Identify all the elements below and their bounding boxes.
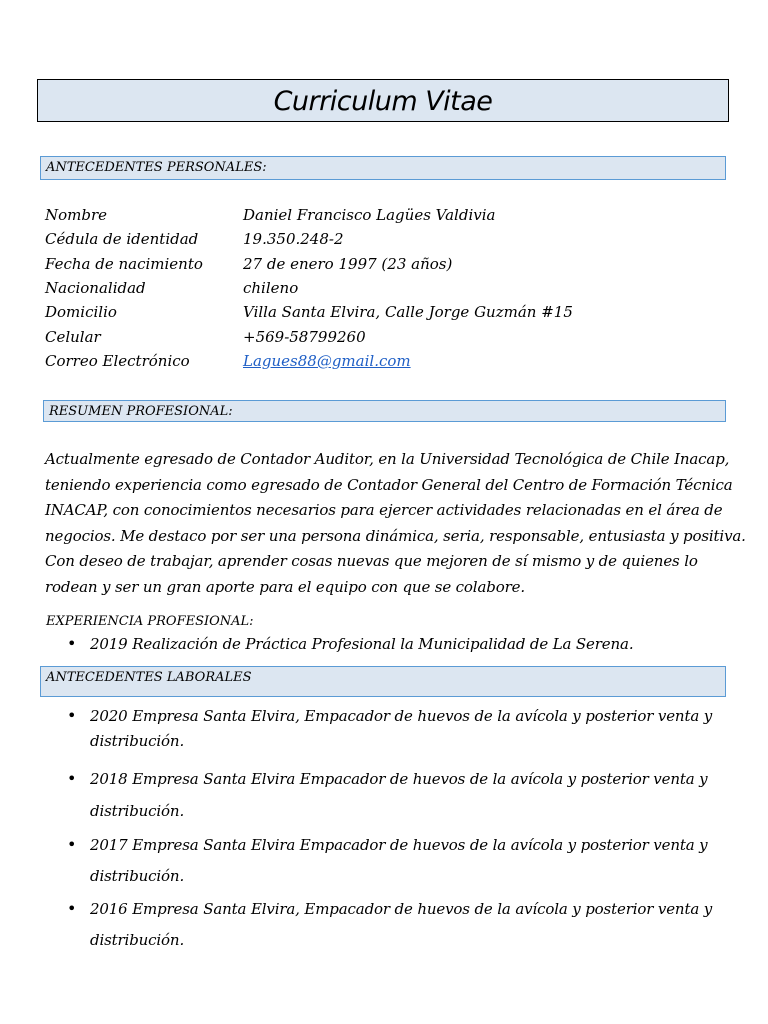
section-header-personal: ANTECEDENTES PERSONALES:	[40, 156, 726, 180]
work-item-line: distribución.	[90, 867, 185, 885]
value-fecha-nacimiento: 27 de enero 1997 (23 años)	[243, 255, 453, 273]
work-item-line: 2020 Empresa Santa Elvira, Empacador de huevos de la avícola y posterior venta y	[90, 707, 713, 725]
label-cedula: Cédula de identidad	[45, 230, 199, 248]
summary-line: teniendo experiencia como egresado de Contador General del Centro de Formación Técnica	[45, 475, 733, 494]
bullet-icon: •	[67, 634, 77, 653]
value-cedula: 19.350.248-2	[243, 230, 344, 248]
work-item-line: 2017 Empresa Santa Elvira Empacador de huevos de la avícola y posterior venta y	[90, 836, 708, 854]
section-header-work: ANTECEDENTES LABORALES	[40, 666, 726, 697]
experience-heading: EXPERIENCIA PROFESIONAL:	[46, 614, 254, 629]
title-banner	[37, 79, 729, 122]
work-item-line: distribución.	[90, 802, 185, 820]
work-item-line: distribución.	[90, 931, 185, 949]
value-nacionalidad: chileno	[243, 279, 299, 297]
summary-line: negocios. Me destaco por ser una persona dinámica, seria, responsable, entusiasta y positiva.	[45, 526, 746, 545]
bullet-icon: •	[67, 835, 77, 854]
summary-paragraph	[45, 447, 746, 600]
label-correo: Correo Electrónico	[45, 352, 190, 370]
work-item-line: 2018 Empresa Santa Elvira Empacador de huevos de la avícola y posterior venta y	[90, 770, 708, 788]
bullet-icon: •	[67, 706, 77, 725]
work-item-line: 2016 Empresa Santa Elvira, Empacador de huevos de la avícola y posterior venta y	[90, 900, 713, 918]
summary-line: rodean y ser un gran aporte para el equipo con que se colabore.	[45, 577, 525, 596]
value-domicilio: Villa Santa Elvira, Calle Jorge Guzmán #15	[243, 303, 573, 321]
value-nombre: Daniel Francisco Lagües Valdivia	[243, 206, 496, 224]
bullet-icon: •	[67, 899, 77, 918]
bullet-icon: •	[67, 769, 77, 788]
work-item-line: distribución.	[90, 732, 185, 750]
summary-line: Actualmente egresado de Contador Auditor, en la Universidad Tecnológica de Chile Inacap,	[45, 450, 730, 468]
summary-line: INACAP, con conocimientos necesarios para ejercer actividades relacionadas en el área de	[45, 501, 723, 519]
label-domicilio: Domicilio	[45, 303, 117, 321]
label-nombre: Nombre	[45, 206, 108, 224]
section-header-summary: RESUMEN PROFESIONAL:	[43, 400, 726, 422]
email-link[interactable]: Lagues88@gmail.com	[243, 352, 411, 370]
summary-line: Con deseo de trabajar, aprender cosas nuevas que mejoren de sí mismo y de quienes lo	[45, 552, 698, 570]
label-nacionalidad: Nacionalidad	[45, 279, 146, 297]
label-fecha-nacimiento: Fecha de nacimiento	[45, 255, 203, 273]
value-celular: +569-58799260	[243, 328, 366, 346]
experience-text: 2019 Realización de Práctica Profesional la Municipalidad de La Serena.	[90, 635, 634, 653]
label-celular: Celular	[45, 328, 101, 346]
document-title: Curriculum Vitae	[273, 86, 493, 117]
